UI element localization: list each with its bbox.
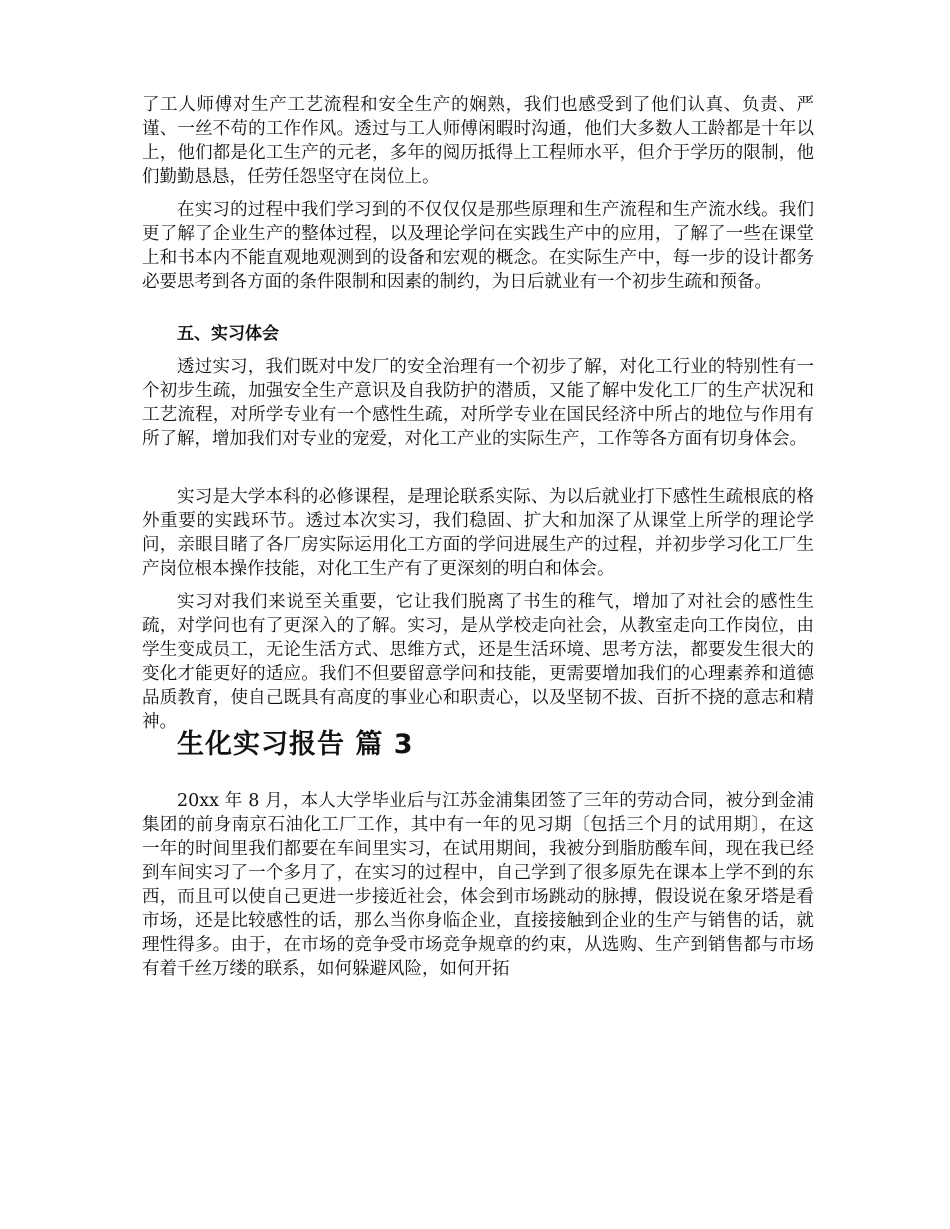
section-heading-internship-experience: 五、实习体会 <box>177 324 279 344</box>
paragraph-learning: 在实习的过程中我们学习到的不仅仅仅是那些原理和生产流程和生产流水线。我们更了解了企业生产的整体过程，以及理论学问在实践生产中的应用，了解了一些在课堂上和书本内不能直观地观测到的设备和宏观的概念。在实际生产中，每一步的设计都务必要思考到各方面的条件限制和因素的制约，为日后就业有一个初步生疏和预备。 <box>142 200 814 292</box>
chapter-title: 生化实习报告 篇 3 <box>177 729 414 760</box>
paragraph-importance: 实习对我们来说至关重要，它让我们脱离了书生的稚气，增加了对社会的感性生疏，对学问也有了更深入的了解。实习，是从学校走向社会，从教室走向工作岗位，由学生变成员工，无论生活方式、思维方式，还是生活环境、思考方法，都要发生很大的变化才能更好的适应。我们不但要留意学问和技能，更需要增加我们的心理素养和道德品质教育，使自己既具有高度的事业心和职责心，以及坚韧不拔、百折不挠的意志和精神。 <box>142 592 814 732</box>
paragraph-report3-intro: 20xx 年 8 月，本人大学毕业后与江苏金浦集团签了三年的劳动合同，被分到金浦集团的前身南京石油化工厂工作，其中有一年的见习期〔包括三个月的试用期〕，在这一年的时间里我们都要在车间里实习，在试用期间，我被分到脂肪酸车间，现在我已经到车间实习了一个多月了，在实习的过程中，自己学到了很多原先在课本上学不到的东西，而且可以使自己更进一步接近社会，体会到市场跳动的脉搏，假设说在象牙塔是看市场，还是比较感性的话，那么当你身临企业，直接接触到企业的生产与销售的话，就理性得多。由于，在市场的竞争受市场竞争规章的约束，从选购、生产到销售都与市场有着千丝万缕的联系，如何躲避风险，如何开拓 <box>142 791 814 979</box>
paragraph-course: 实习是大学本科的必修课程，是理论联系实际、为以后就业打下感性生疏根底的格外重要的实践环节。透过本次实习，我们稳固、扩大和加深了从课堂上所学的理论学问，亲眼目睹了各厂房实际运用化工方面的学问进展生产的过程，并初步学习化工厂生产岗位根本操作技能，对化工生产有了更深刻的明白和体会。 <box>142 487 814 579</box>
paragraph-experience: 透过实习，我们既对中发厂的安全治理有一个初步了解，对化工行业的特别性有一个初步生疏，加强安全生产意识及自我防护的潜质，又能了解中发化工厂的生产状况和工艺流程，对所学专业有一个感性生疏，对所学专业在国民经济中所占的地位与作用有所了解，增加我们对专业的宠爱，对化工产业的实际生产，工作等各方面有切身体会。 <box>142 357 814 449</box>
paragraph-continued: 了工人师傅对生产工艺流程和安全生产的娴熟，我们也感受到了他们认真、负责、严谨、一丝不苟的工作作风。透过与工人师傅闲暇时沟通，他们大多数人工龄都是十年以上，他们都是化工生产的元老，多年的阅历抵得上工程师水平，但介于学历的限制，他们勤勤恳恳，任劳任怨坚守在岗位上。 <box>142 95 814 187</box>
